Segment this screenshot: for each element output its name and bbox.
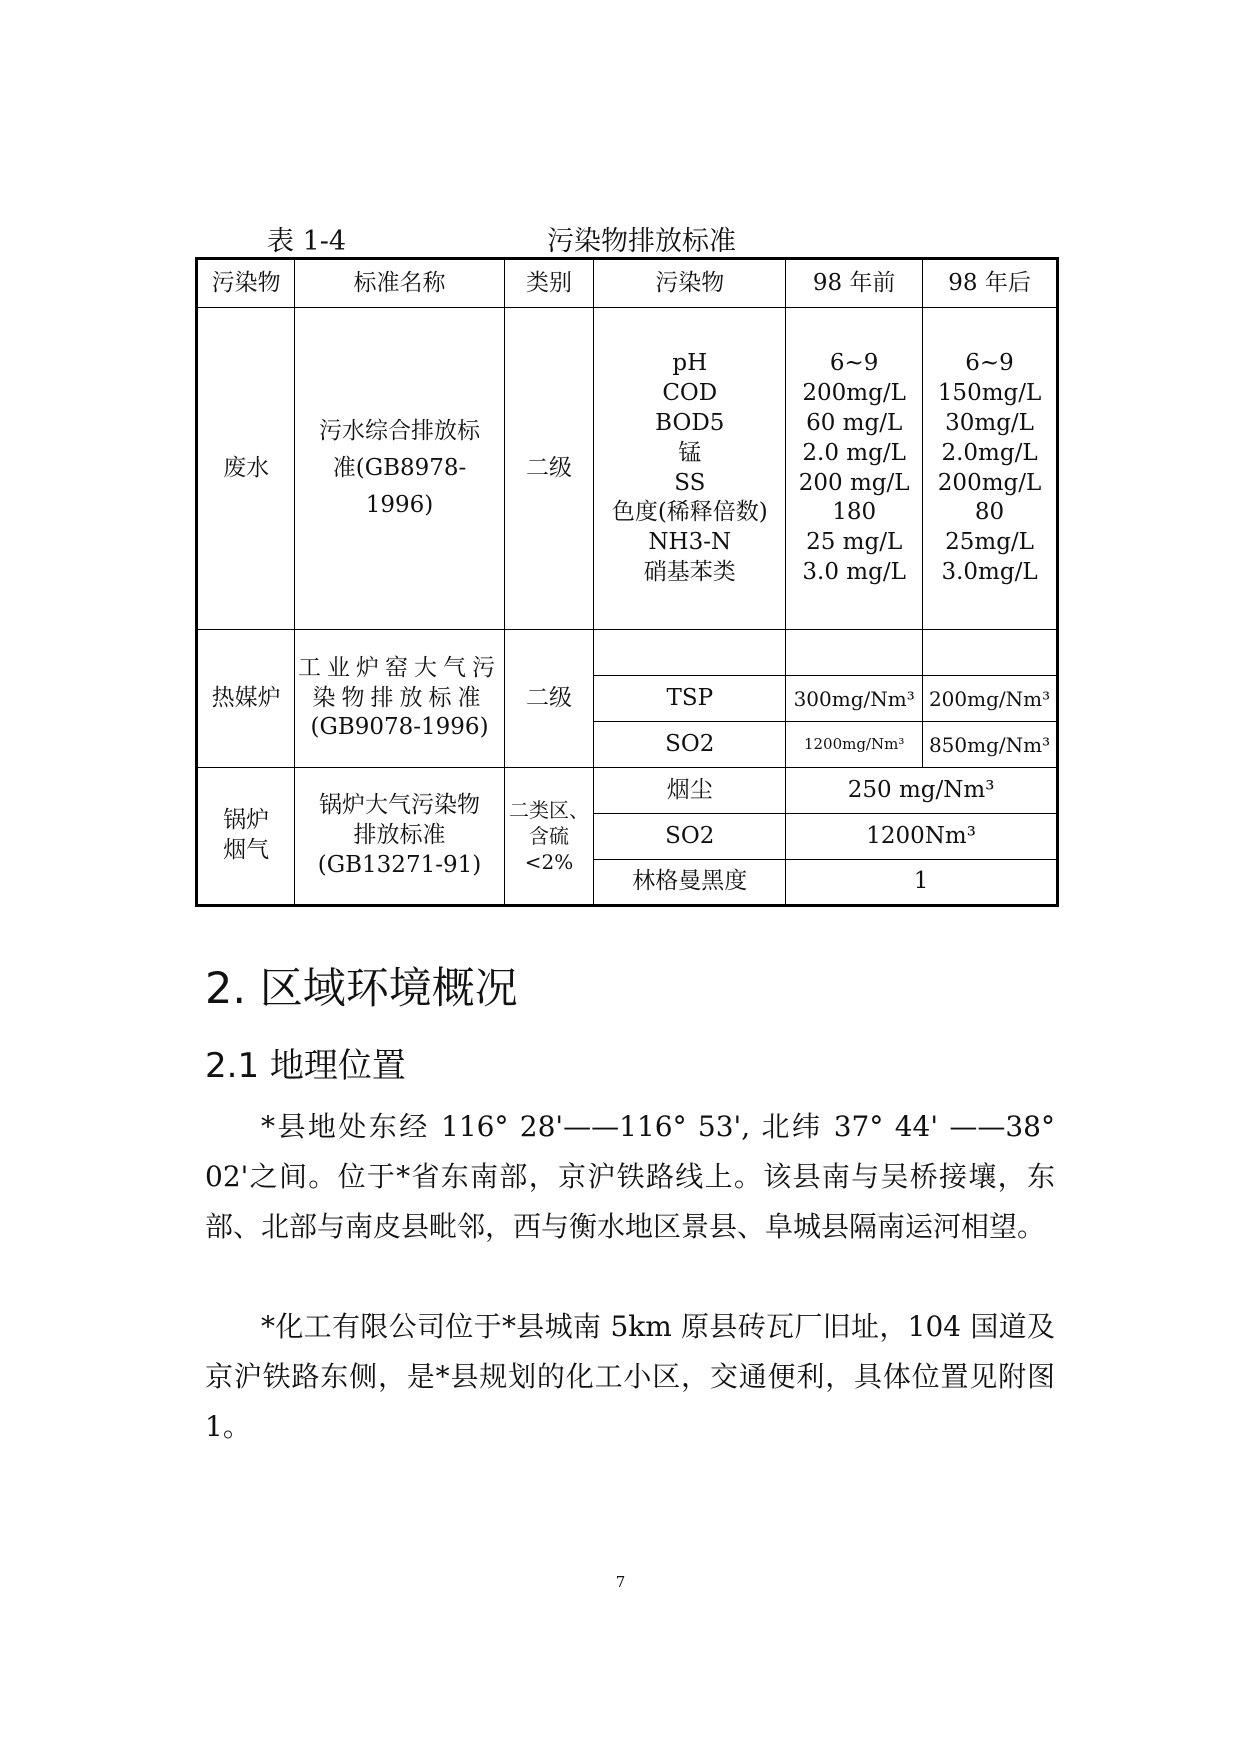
- header-cell: 污染物: [197, 259, 295, 308]
- pollutant-item: 锰: [678, 439, 702, 466]
- standard-code: (GB9078-1996): [310, 714, 489, 741]
- pollutant-cell: [594, 630, 786, 676]
- pollutant-cell: SO2: [594, 814, 786, 860]
- pollutant-item: SS: [674, 469, 706, 496]
- header-cell: 类别: [504, 259, 594, 308]
- pollutant-cell: 林格曼黑度: [594, 860, 786, 906]
- class-cell: [504, 768, 594, 906]
- pollutant-cell: SO2: [594, 722, 786, 768]
- pollutant-item: COD: [662, 379, 718, 406]
- limit-value: 25 mg/L: [806, 529, 903, 556]
- standard-name-cell: [295, 768, 504, 906]
- header-cell: 标准名称: [295, 259, 504, 308]
- standard-name-cell: 污水综合排放标准(GB8978-1996): [295, 308, 504, 630]
- standard-name-line: 锅炉大气污染物: [319, 792, 481, 819]
- pollutant-list-cell: [594, 308, 786, 630]
- class-line: 二类区、: [509, 798, 590, 822]
- page-number: 7: [615, 1573, 626, 1591]
- table-row-boiler: [197, 768, 1058, 814]
- limit-value: 850mg/Nm³: [923, 722, 1058, 768]
- pollutant-item: pH: [672, 349, 708, 376]
- section-heading: 2. 区域环境概况: [205, 964, 518, 1014]
- paragraph-company-site: *化工有限公司位于*县城南 5km 原县砖瓦厂旧址，104 国道及京沪铁路东侧，是*县规划的化工小区，交通便利，具体位置见附图 1。: [205, 1310, 1055, 1443]
- limit-value: 200 mg/L: [798, 469, 910, 496]
- table-number: 表 1-4: [267, 226, 347, 257]
- class-line: <2%: [524, 850, 574, 874]
- paragraph-location: *县地处东经 116° 28'——116° 53', 北纬 37° 44' ——38° 02'之间。位于*省东南部，京沪铁路线上。该县南与吴桥接壤，东部、北部与南皮县毗邻，西与衡水地区景县、阜城县隔南运河相望。: [205, 1110, 1055, 1243]
- limit-after-98-cell: [923, 308, 1058, 630]
- limit-value: [923, 630, 1058, 676]
- category-cell: 废水: [197, 308, 295, 630]
- limit-value: 1200mg/Nm³: [786, 722, 923, 768]
- standard-code: (GB13271-91): [317, 851, 482, 878]
- pollutant-item: 色度(稀释倍数): [611, 499, 768, 526]
- limit-value: 2.0mg/L: [941, 439, 1038, 466]
- limit-value: 180: [832, 499, 877, 526]
- standard-name-cell: [295, 630, 504, 768]
- limit-value: 60 mg/L: [806, 409, 903, 436]
- limit-value: 200mg/L: [937, 469, 1042, 496]
- category-cell: [197, 768, 295, 906]
- limit-value: 6~9: [829, 349, 879, 376]
- pollutant-item: 硝基苯类: [643, 559, 736, 586]
- class-line: 含硫: [529, 824, 570, 848]
- standard-name-line: 排放标准: [353, 822, 446, 849]
- category-line: 锅炉: [223, 807, 270, 834]
- class-cell: 二级: [504, 308, 594, 630]
- header-cell: 98 年后: [923, 259, 1058, 308]
- class-cell: 二级: [504, 630, 594, 768]
- table-row-wastewater: [197, 308, 1058, 630]
- limit-value: 2.0 mg/L: [802, 439, 906, 466]
- limit-value: 200mg/Nm³: [923, 676, 1058, 722]
- table-caption: [195, 215, 1055, 255]
- pollutant-cell: 烟尘: [594, 768, 786, 814]
- limit-value: 3.0mg/L: [941, 559, 1038, 586]
- table-row-heater: [197, 630, 1058, 676]
- limit-value: 1: [786, 860, 1058, 906]
- limit-value: 3.0 mg/L: [802, 559, 906, 586]
- limit-value: 6~9: [965, 349, 1014, 376]
- table-title: 污染物排放标准: [547, 226, 736, 257]
- category-cell: 热媒炉: [197, 630, 295, 768]
- standard-name-line: 染物排放标准: [312, 684, 487, 711]
- limit-value: 150mg/L: [937, 379, 1042, 406]
- limit-before-98-cell: [786, 308, 923, 630]
- emission-standards-table: [195, 257, 1059, 907]
- subsection-heading: 2.1 地理位置: [205, 1046, 406, 1086]
- table-header-row: [197, 259, 1058, 308]
- pollutant-item: NH3-N: [648, 529, 732, 556]
- limit-value: 80: [974, 499, 1005, 526]
- header-cell: 污染物: [594, 259, 786, 308]
- pollutant-cell: TSP: [594, 676, 786, 722]
- category-line: 烟气: [223, 837, 270, 863]
- pollutant-item: BOD5: [655, 409, 725, 436]
- limit-value: 25mg/L: [945, 529, 1034, 556]
- limit-value: 300mg/Nm³: [786, 676, 923, 722]
- limit-value: 250 mg/Nm³: [786, 768, 1058, 814]
- header-cell: 98 年前: [786, 259, 923, 308]
- standard-name-line: 工业炉窑大气污: [298, 654, 502, 681]
- limit-value: [786, 630, 923, 676]
- limit-value: 200mg/L: [802, 379, 906, 406]
- limit-value: 1200Nm³: [786, 814, 1058, 860]
- limit-value: 30mg/L: [945, 409, 1034, 436]
